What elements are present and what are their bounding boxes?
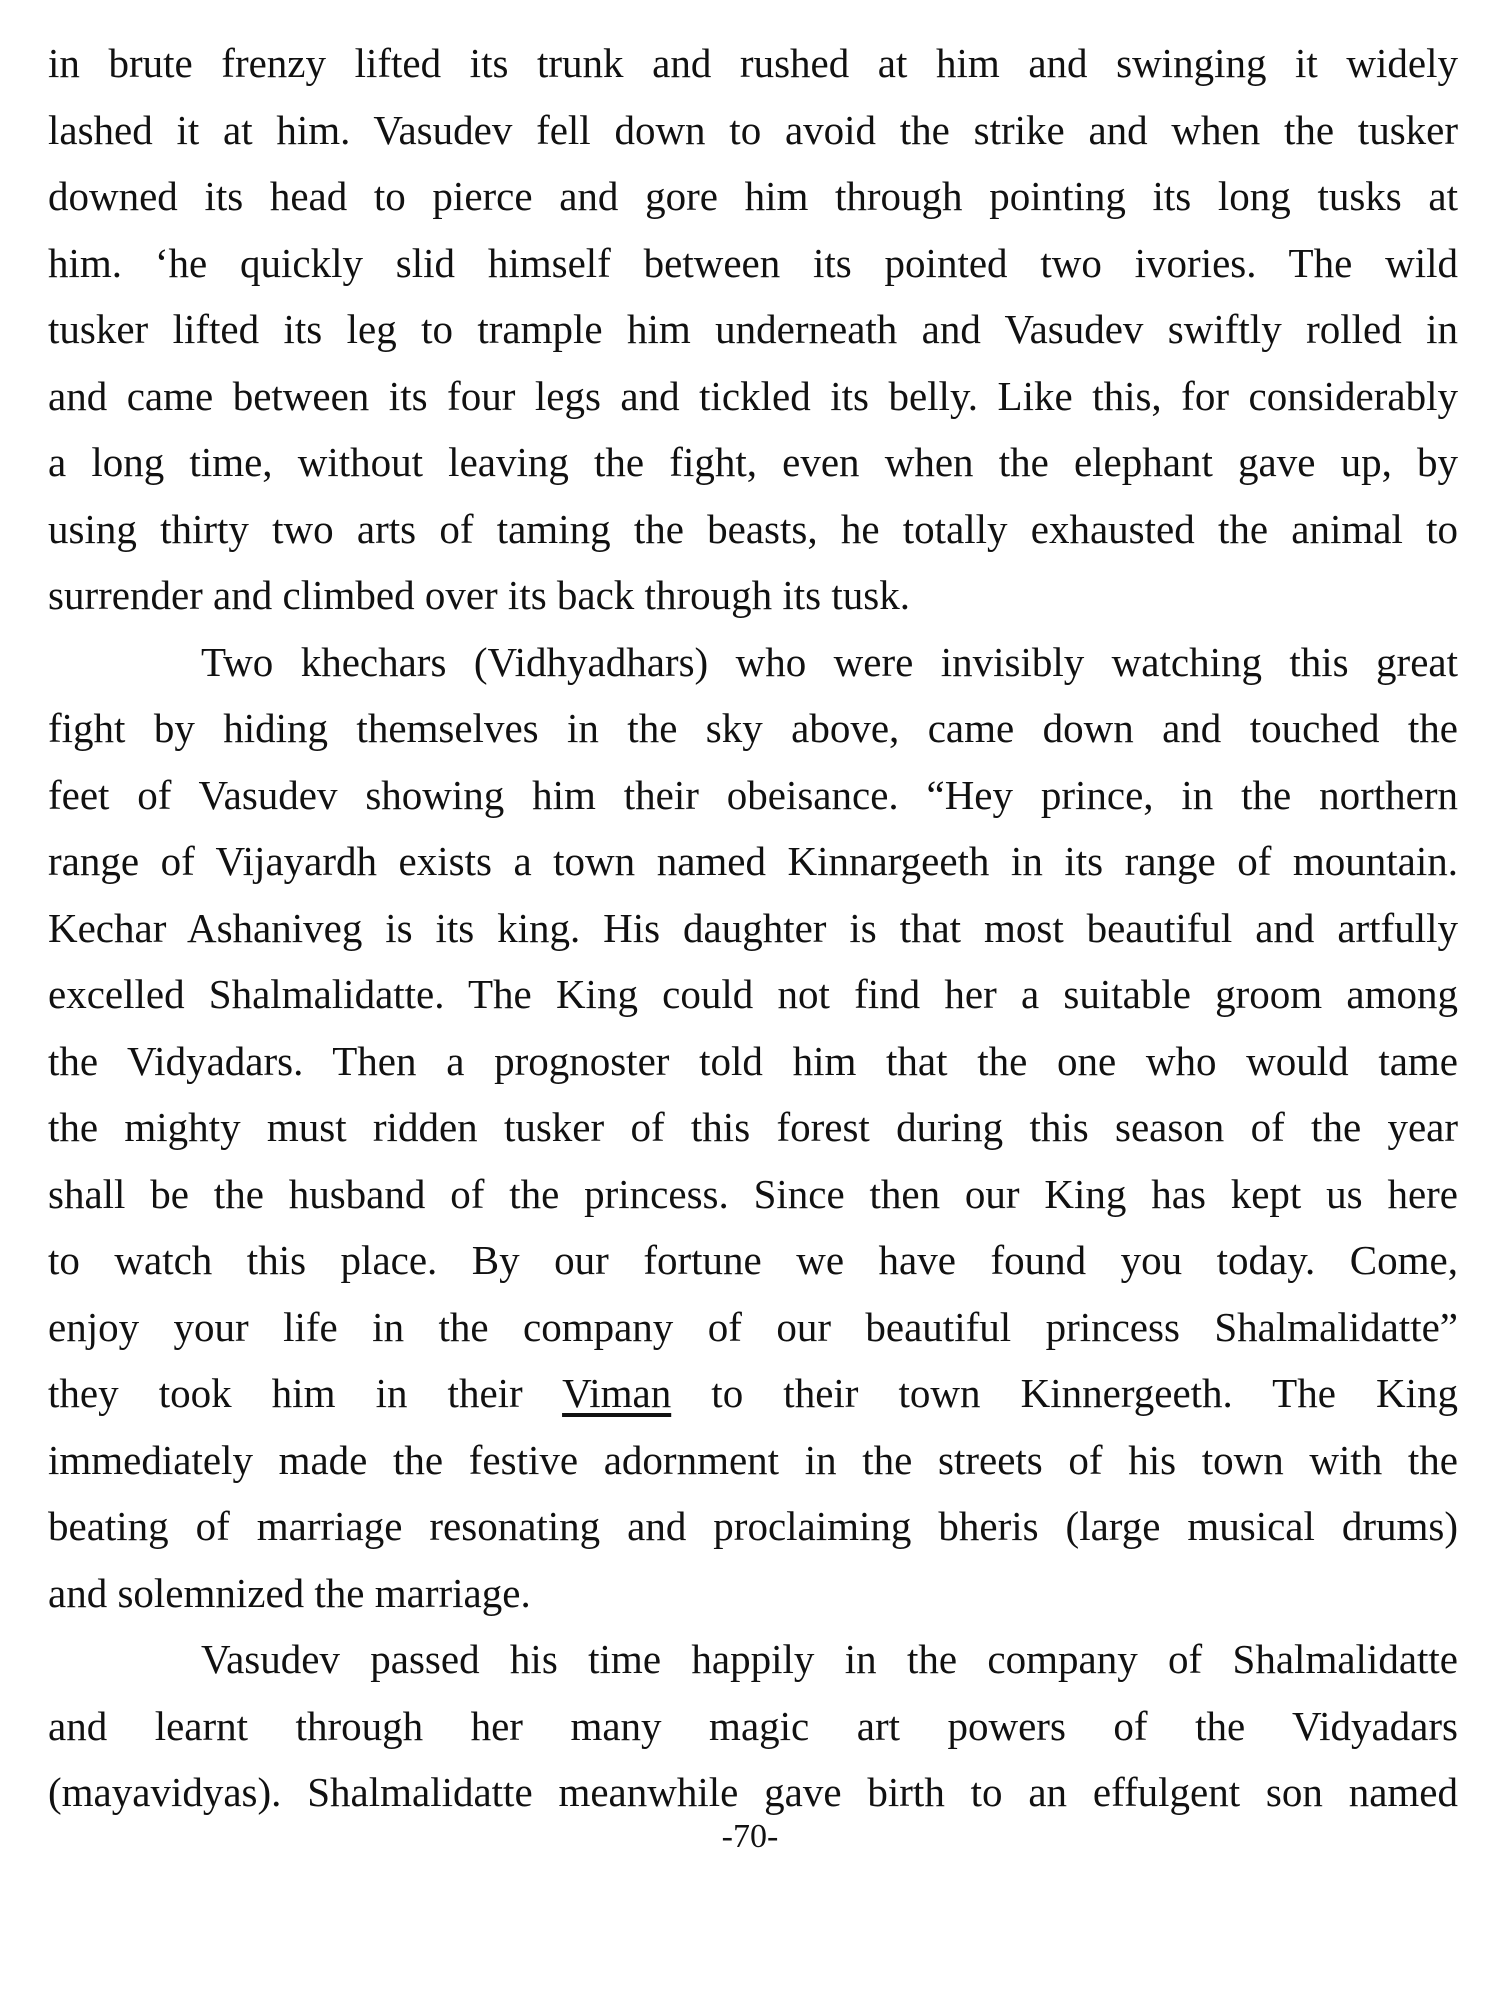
text-line: downed its head to pierce and gore him through pointing its long tusks at bbox=[48, 173, 1458, 219]
text-line: Vasudev passed his time happily in the company of Shalmalidatte bbox=[201, 1636, 1458, 1682]
text-line: tusker lifted its leg to trample him underneath and Vasudev swiftly rolled in bbox=[48, 306, 1458, 352]
text-line: enjoy your life in the company of our beautiful princess Shalmalidatte” bbox=[48, 1303, 1458, 1350]
document-page bbox=[48, 30, 1458, 1826]
text-line: him. ‘he quickly slid himself between its pointed two ivories. The wild bbox=[48, 239, 1458, 286]
text-line: surrender and climbed over its back through its tusk. bbox=[48, 572, 910, 618]
text-line: lashed it at him. Vasudev fell down to avoid the strike and when the tusker bbox=[48, 106, 1458, 153]
text-line: (mayavidyas). Shalmalidatte meanwhile gave birth to an effulgent son named bbox=[48, 1769, 1458, 1815]
text-line: the mighty must ridden tusker of this forest during this season of the year bbox=[48, 1104, 1458, 1150]
text-line-viman bbox=[48, 1360, 1458, 1427]
text-line: in brute frenzy lifted its trunk and rushed at him and swinging it widely bbox=[48, 40, 1458, 86]
text-line: and solemnized the marriage. bbox=[48, 1569, 531, 1616]
text-line: and learnt through her many magic art powers of the Vidyadars bbox=[48, 1702, 1458, 1749]
viman-after: to their town Kinnergeeth. The King bbox=[671, 1370, 1458, 1416]
text-line: feet of Vasudev showing him their obeisance. “Hey prince, in the northern bbox=[48, 771, 1458, 818]
text-line: shall be the husband of the princess. Since then our King has kept us here bbox=[48, 1170, 1458, 1217]
text-line: using thirty two arts of taming the beasts, he totally exhausted the animal to bbox=[48, 505, 1458, 552]
text-line: a long time, without leaving the fight, even when the elephant gave up, by bbox=[48, 439, 1458, 485]
text-line: excelled Shalmalidatte. The King could not find her a suitable groom among bbox=[48, 971, 1458, 1017]
paragraph-2 bbox=[48, 629, 1458, 1627]
text-line: and came between its four legs and tickled its belly. Like this, for considerably bbox=[48, 372, 1458, 419]
page-number: -70- bbox=[721, 1818, 779, 1855]
paragraph-3 bbox=[48, 1626, 1458, 1826]
text-line: fight by hiding themselves in the sky above, came down and touched the bbox=[48, 705, 1458, 751]
text-line: beating of marriage resonating and proclaiming bheris (large musical drums) bbox=[48, 1503, 1458, 1549]
text-line: Two khechars (Vidhyadhars) who were invisibly watching this great bbox=[201, 638, 1458, 685]
text-line: Kechar Ashaniveg is its king. His daughter is that most beautiful and artfully bbox=[48, 904, 1458, 951]
text-line: to watch this place. By our fortune we have found you today. Come, bbox=[48, 1237, 1458, 1283]
viman-underlined-word: Viman bbox=[562, 1370, 672, 1416]
text-line: immediately made the festive adornment in the streets of his town with the bbox=[48, 1436, 1458, 1483]
viman-before: they took him in their bbox=[48, 1370, 563, 1416]
text-line: range of Vijayardh exists a town named Kinnargeeth in its range of mountain. bbox=[48, 838, 1458, 884]
paragraph-1 bbox=[48, 30, 1458, 629]
text-line: the Vidyadars. Then a prognoster told him that the one who would tame bbox=[48, 1037, 1458, 1084]
